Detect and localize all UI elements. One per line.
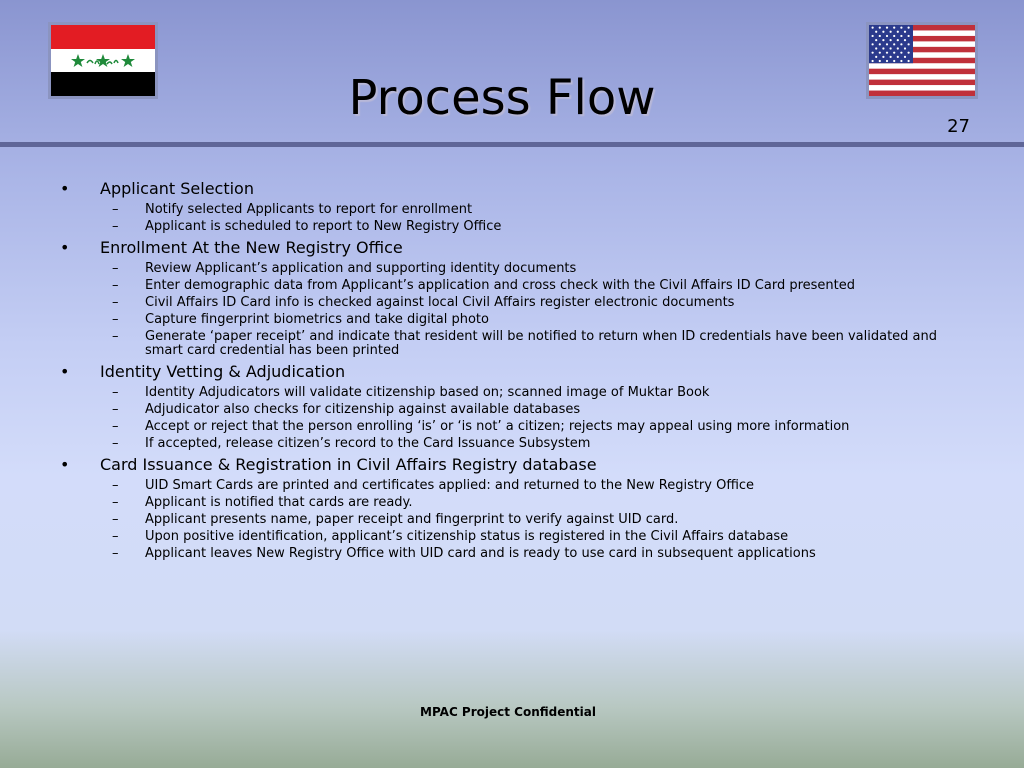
sub-bullet-text: Adjudicator also checks for citizenship against available databases bbox=[145, 402, 581, 417]
sub-bullet-list bbox=[60, 203, 960, 234]
sub-bullet-marker: – bbox=[112, 495, 119, 510]
sub-bullet-marker: – bbox=[112, 202, 119, 217]
bullet-heading: Card Issuance & Registration in Civil Affairs Registry database bbox=[100, 455, 597, 474]
sub-bullet-item bbox=[60, 496, 960, 510]
sub-bullet-list bbox=[60, 386, 960, 451]
sub-bullet-text: Identity Adjudicators will validate citizenship based on; scanned image of Muktar Book bbox=[145, 385, 710, 400]
sub-bullet-item bbox=[60, 262, 960, 276]
page-number: 27 bbox=[947, 116, 970, 137]
sub-bullet-marker: – bbox=[112, 436, 119, 451]
sub-bullet-text: UID Smart Cards are printed and certificates applied: and returned to the New Registry Office bbox=[145, 478, 755, 493]
bullet-heading: Identity Vetting & Adjudication bbox=[100, 362, 346, 381]
title-divider bbox=[0, 142, 1024, 147]
bullet-item bbox=[60, 454, 960, 476]
bullet-marker: • bbox=[60, 362, 70, 381]
sub-bullet-text: Capture fingerprint biometrics and take digital photo bbox=[145, 312, 489, 327]
sub-bullet-list bbox=[60, 262, 960, 358]
sub-bullet-text: If accepted, release citizen’s record to the Card Issuance Subsystem bbox=[145, 436, 591, 451]
sub-bullet-marker: – bbox=[112, 385, 119, 400]
sub-bullet-item bbox=[60, 420, 960, 434]
sub-bullet-text: Generate ‘paper receipt’ and indicate that resident will be notified to return when ID credentials have been validated and smart card credential has been printed bbox=[145, 329, 938, 358]
bullet-item bbox=[60, 178, 960, 200]
sub-bullet-text: Applicant presents name, paper receipt and fingerprint to verify against UID card. bbox=[145, 512, 679, 527]
sub-bullet-marker: – bbox=[112, 261, 119, 276]
sub-bullet-marker: – bbox=[112, 529, 119, 544]
sub-bullet-marker: – bbox=[112, 512, 119, 527]
sub-bullet-item bbox=[60, 296, 960, 310]
sub-bullet-marker: – bbox=[112, 478, 119, 493]
sub-bullet-item bbox=[60, 220, 960, 234]
sub-bullet-marker: – bbox=[112, 402, 119, 417]
sub-bullet-text: Notify selected Applicants to report for enrollment bbox=[145, 202, 473, 217]
sub-bullet-text: Applicant leaves New Registry Office with UID card and is ready to use card in subsequent applications bbox=[145, 546, 816, 561]
sub-bullet-item bbox=[60, 479, 960, 493]
sub-bullet-item bbox=[60, 279, 960, 293]
sub-bullet-text: Civil Affairs ID Card info is checked against local Civil Affairs register electronic documents bbox=[145, 295, 735, 310]
sub-bullet-item bbox=[60, 203, 960, 217]
bullet-marker: • bbox=[60, 238, 70, 257]
sub-bullet-item bbox=[60, 437, 960, 451]
bullet-marker: • bbox=[60, 455, 70, 474]
sub-bullet-text: Applicant is notified that cards are ready. bbox=[145, 495, 413, 510]
sub-bullet-item bbox=[60, 313, 960, 327]
sub-bullet-item bbox=[60, 403, 960, 417]
sub-bullet-text: Applicant is scheduled to report to New Registry Office bbox=[145, 219, 502, 234]
slide-title: Process Flow bbox=[348, 70, 656, 126]
sub-bullet-marker: – bbox=[112, 295, 119, 310]
sub-bullet-marker: – bbox=[112, 419, 119, 434]
sub-bullet-item bbox=[60, 386, 960, 400]
bullet-list bbox=[60, 178, 960, 564]
footer-confidential: MPAC Project Confidential bbox=[420, 705, 596, 719]
sub-bullet-list bbox=[60, 479, 960, 561]
sub-bullet-marker: – bbox=[112, 312, 119, 327]
bullet-heading: Applicant Selection bbox=[100, 179, 254, 198]
bullet-item bbox=[60, 361, 960, 383]
sub-bullet-item bbox=[60, 513, 960, 527]
sub-bullet-marker: – bbox=[112, 219, 119, 234]
sub-bullet-text: Enter demographic data from Applicant’s application and cross check with the Civil Affairs ID Card presented bbox=[145, 278, 855, 293]
sub-bullet-marker: – bbox=[112, 329, 119, 344]
sub-bullet-marker: – bbox=[112, 278, 119, 293]
bullet-heading: Enrollment At the New Registry Office bbox=[100, 238, 403, 257]
bullet-marker: • bbox=[60, 179, 70, 198]
bullet-item bbox=[60, 237, 960, 259]
sub-bullet-item bbox=[60, 547, 960, 561]
sub-bullet-item bbox=[60, 330, 960, 358]
sub-bullet-text: Upon positive identification, applicant’s citizenship status is registered in the Civil Affairs database bbox=[145, 529, 789, 544]
sub-bullet-item bbox=[60, 530, 960, 544]
sub-bullet-marker: – bbox=[112, 546, 119, 561]
sub-bullet-text: Accept or reject that the person enrolling ‘is’ or ‘is not’ a citizen; rejects may appeal using more information bbox=[145, 419, 850, 434]
sub-bullet-text: Review Applicant’s application and supporting identity documents bbox=[145, 261, 577, 276]
